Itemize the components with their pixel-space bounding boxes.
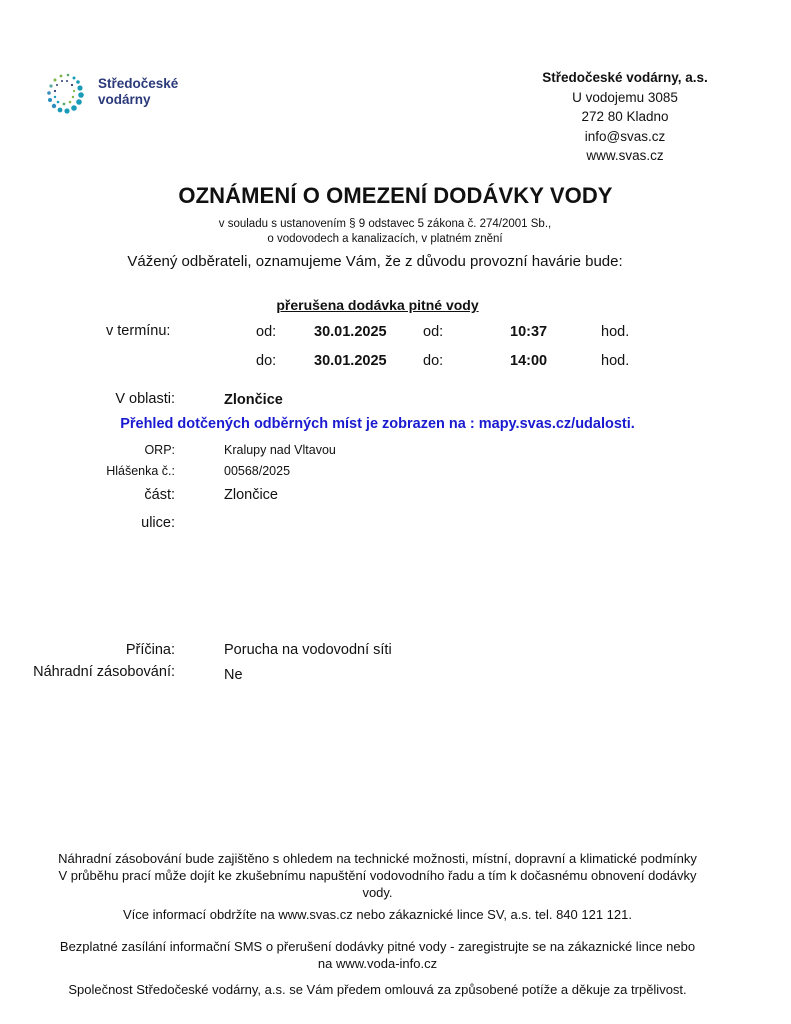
term-to-time-label: do: (423, 353, 444, 369)
address-email: info@svas.cz (584, 128, 666, 144)
term-from-date: 30.01.2025 (314, 324, 387, 340)
legal-line-1: v souladu s ustanovením § 9 odstavec 5 zákona č. 274/2001 Sb., (218, 218, 552, 230)
page-title: OZNÁMENÍ O OMEZENÍ DODÁVKY VODY (178, 183, 613, 208)
company-logo (44, 70, 194, 118)
affected-places-map-link[interactable]: Přehled dotčených odběrných míst je zobrazen na : mapy.svas.cz/udalosti. (120, 416, 635, 432)
term-from-time: 10:37 (510, 324, 548, 340)
company-address (520, 68, 730, 166)
area-label: V oblasti: (115, 391, 175, 407)
footer-info: Více informací obdržíte na www.svas.cz nebo zákaznické lince SV, a.s. tel. 840 121 121. (123, 907, 632, 922)
term-from-date-label: od: (256, 324, 277, 340)
term-to-time: 14:00 (510, 353, 548, 369)
street-label: ulice: (141, 515, 175, 531)
term-from-unit: hod. (601, 324, 630, 340)
greeting-text: Vážený odběrateli, oznamujeme Vám, že z důvodu provozní havárie bude: (127, 253, 623, 270)
interruption-type: přerušena dodávka pitné vody (276, 297, 479, 313)
logo-name-line1: Středočeské (98, 76, 179, 91)
part-value: Zlončice (224, 487, 278, 503)
address-street: U vodojemu 3085 (572, 89, 678, 105)
cause-label: Příčina: (125, 642, 175, 658)
term-to-date-label: do: (256, 353, 277, 369)
cause-value: Porucha na vodovodní síti (224, 642, 392, 658)
term-to-unit: hod. (601, 353, 630, 369)
footer-sms-line-2: na www.voda-info.cz (317, 956, 438, 971)
company-name: Středočeské vodárny, a.s. (542, 70, 708, 85)
footer-apology: Společnost Středočeské vodárny, a.s. se Vám předem omlouvá za způsobené potíže a děkuje za trpělivost. (68, 982, 687, 997)
term-to-date: 30.01.2025 (314, 353, 387, 369)
footer-line-3: vody. (362, 885, 393, 900)
term-label: v termínu: (106, 323, 171, 339)
substitute-supply-label: Náhradní zásobování: (33, 664, 175, 680)
orp-value: Kralupy nad Vltavou (224, 443, 336, 457)
footer-line-2: V průběhu prací může dojít ke zkušebnímu napuštění vodovodního řadu a tím k dočasnému obnovení dodávky (58, 868, 697, 883)
address-web: www.svas.cz (586, 148, 664, 163)
logo-wordmark (98, 76, 178, 108)
address-city: 272 80 Kladno (581, 109, 669, 124)
dotted-circle-logo-icon (44, 70, 94, 118)
area-value: Zlončice (224, 392, 283, 408)
term-from-time-label: od: (423, 324, 444, 340)
legal-line-2: o vodovodech a kanalizacích, v platném znění (267, 233, 503, 245)
footer-sms-line-1: Bezplatné zasílání informační SMS o přerušení dodávky pitné vody - zaregistrujte se na zákaznické lince nebo (59, 939, 696, 954)
report-number-value: 00568/2025 (224, 464, 291, 478)
report-number-label: Hlášenka č.: (106, 464, 175, 478)
orp-label: ORP: (144, 443, 175, 457)
part-label: část: (144, 487, 175, 503)
logo-name-line2: vodárny (98, 92, 151, 107)
footer-line-1: Náhradní zásobování bude zajištěno s ohledem na technické možnosti, místní, dopravní a klimatické podmínky (58, 851, 697, 866)
legal-reference (0, 217, 770, 247)
substitute-supply-value: Ne (224, 667, 243, 683)
